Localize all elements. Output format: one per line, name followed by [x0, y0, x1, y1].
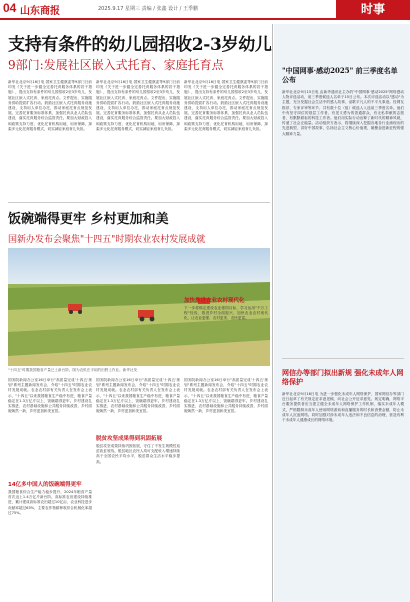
- feature-body-poverty: 脱贫攻坚成果持续巩固拓展，守住了不发生规模性返贫致贫底线。脱贫地区农民人均可支配收入增速持续高于全国农民平均水平，脱贫群众生活水平稳步提高。: [96, 444, 180, 464]
- lead-body-col2: 新华社北京9月16日电 国家卫生健康委等9部门日前印发《关于进一步健全完善托育服务体系的若干措施》，提出支持有条件的幼儿园招收2至3岁幼儿，发展社区嵌入式托育、家庭托育点。文件提出，实施服务供给提质扩容行动。鼓励社区嵌入式托育服务设施建设，支持用人单位办托，推动家庭托育点规范发展。完善托育服务标准体系，加强托育从业人员队伍建设，落实托育服务综合监管责任。要加大财政投入和政策支持力度，优化托育机构用地、用房保障，探索多元化托育服务模式，切实减轻家庭育儿负担。: [96, 80, 180, 131]
- feature-body-col3: 国务院新闻办公室16日举行"高质量完成'十四五'规划"系列主题新闻发布会，介绍"十四五"时期农业农村发展成就。农业农村部有关负责人在发布会上表示，"十四五"以来我国粮食生产稳中有进，粮食产量稳定在1.3万亿斤以上，饭碗端得更牢。乡村建设扎实推进，农村基础设施和公共服务持续改善，乡村面貌焕然一新，乡村更加和美宜居。: [184, 378, 268, 414]
- lead-subheadline: 9部门:发展社区嵌入式托育、家庭托育点: [8, 58, 224, 72]
- page-number: 04: [3, 1, 17, 15]
- feature-body-col2: 国务院新闻办公室16日举行"高质量完成'十四五'规划"系列主题新闻发布会，介绍"十四五"时期农业农村发展成就。农业农村部有关负责人在发布会上表示，"十四五"以来我国粮食生产稳中有进，粮食产量稳定在1.3万亿斤以上，饭碗端得更牢。乡村建设扎实推进，农村基础设施和公共服务持续改善，乡村面貌焕然一新，乡村更加和美宜居。: [96, 378, 180, 414]
- feature-body-grain: 我国粮食综合生产能力稳步提升，2024年粮食产量首次迈上1.4万亿斤新台阶。高标准农田建设持续推进，累计建成高标准农田超过10亿亩，农业科技进步贡献率超过63%，主要农作物耕种收综合机械化率超过75%。: [8, 490, 92, 515]
- feature-headline: 饭碗端得更牢 乡村更加和美: [8, 212, 169, 227]
- feature-subhead-grain: 14亿多中国人的饭碗端得更牢: [8, 482, 82, 488]
- feature-subhead-poverty: 脱贫攻坚成果得到巩固拓展: [96, 436, 163, 442]
- column-divider: [272, 24, 273, 602]
- lead-body-col3: 新华社北京9月16日电 国家卫生健康委等9部门日前印发《关于进一步健全完善托育服务体系的若干措施》，提出支持有条件的幼儿园招收2至3岁幼儿，发展社区嵌入式托育、家庭托育点。文件提出，实施服务供给提质扩容行动。鼓励社区嵌入式托育服务设施建设，支持用人单位办托，推动家庭托育点规范发展。完善托育服务标准体系，加强托育从业人员队伍建设，落实托育服务综合监管责任。要加大财政投入和政策支持力度，优化托育机构用地、用房保障，探索多元化托育服务模式，切实减轻家庭育儿负担。: [184, 80, 268, 131]
- photo-caption: "十四五"时期我国粮食产量已上新台阶。图为农机在平坦的田野上作业。新华社发: [8, 368, 138, 372]
- section-divider: [8, 202, 270, 203]
- feature-subhead-modern: 加快推进农业农村现代化: [184, 298, 245, 304]
- feature-body-modern: 下一步将锚定建设农业强国目标，学习运用"千万工程"经验，推进乡村全面振兴，加快农业农村现代化，让农业更强、农村更美、农民更富。: [184, 306, 268, 321]
- right-body-1: 新华社北京9月15日电 由新华通讯社主办的"中国网事·感动2025"网络感动人物评选活动，前三季度候选人名单于15日公布。本次评选活动以"感动"为主题，充分发掘社会生活中的感人故事，讴歌平凡人的不平凡事迹。经网友推荐、专家评审等环节，共有数十位（组）候选人入选前三季度名单。他们中有坚守岗位的基层工作者，有见义勇为的普通群众，有无私奉献的志愿者，有默默耕耘的科技工作者。他们用实际行动诠释了新时代的精神风貌，传递了社会正能量。活动组织方表示，将继续深入挖掘各地各行业涌现出的先进典型，讲好中国故事，弘扬社会主义核心价值观，凝聚奋进新征程的强大精神力量。: [282, 90, 404, 136]
- header-rule: [0, 18, 410, 20]
- issue-meta: 2025.9.17 星期三 责编 / 张鑫 设计 / 王季鹏: [98, 6, 198, 12]
- right-divider: [282, 358, 404, 359]
- section-tag: 时事: [336, 0, 410, 18]
- lead-body-col1: 新华社北京9月16日电 国家卫生健康委等9部门日前印发《关于进一步健全完善托育服务体系的若干措施》，提出支持有条件的幼儿园招收2至3岁幼儿，发展社区嵌入式托育、家庭托育点。文件提出，实施服务供给提质扩容行动。鼓励社区嵌入式托育服务设施建设，支持用人单位办托，推动家庭托育点规范发展。完善托育服务标准体系，加强托育从业人员队伍建设，落实托育服务综合监管责任。要加大财政投入和政策支持力度，优化托育机构用地、用房保障，探索多元化托育服务模式，切实减轻家庭育儿负担。: [8, 80, 92, 131]
- right-body-2: 新华社北京9月16日电 为进一步强化未成年人网络保护，国家网信办等部门近日起草了有关规定征求意见稿，向社会公开征求意见。规定明确，网络平台服务提供者应当建立健全未成年人网络保护工作机制，落实未成年人模式，严格限制未成年人使用网络游戏和直播服务的时长和消费金额，防止未成年人沉迷网络。同时加强对涉未成年人违法和不良信息的治理，营造有利于未成年人健康成长的网络环境。: [282, 392, 404, 423]
- lead-headline: 支持有条件的幼儿园招收2-3岁幼儿: [8, 35, 272, 55]
- feature-subheadline: 国新办发布会聚焦"十四五"时期农业农村发展成就: [8, 235, 206, 245]
- right-headline-2: 网信办等部门拟出新规 强化未成年人网络保护: [282, 368, 404, 386]
- paper-name: 山东商报: [20, 6, 60, 17]
- feature-body-col1: 国务院新闻办公室16日举行"高质量完成'十四五'规划"系列主题新闻发布会，介绍"十四五"时期农业农村发展成就。农业农村部有关负责人在发布会上表示，"十四五"以来我国粮食生产稳中有进，粮食产量稳定在1.3万亿斤以上，饭碗端得更牢。乡村建设扎实推进，农村基础设施和公共服务持续改善，乡村面貌焕然一新，乡村更加和美宜居。: [8, 378, 92, 414]
- right-headline-1: "中国网事·感动2025" 前三季度名单公布: [282, 66, 398, 84]
